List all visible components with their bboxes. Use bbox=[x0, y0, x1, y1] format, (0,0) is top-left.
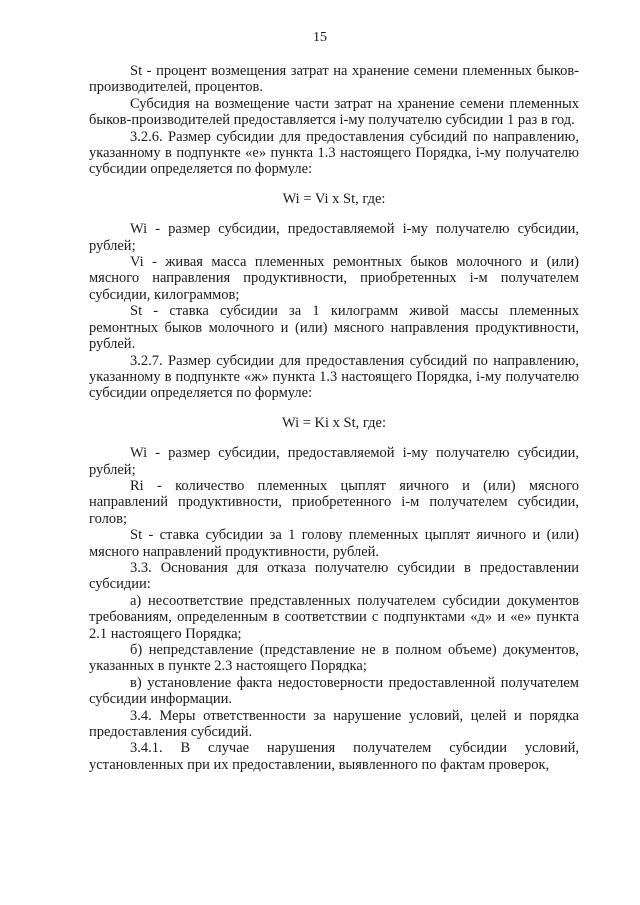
paragraph-3-4-1: 3.4.1. В случае нарушения получателем субсидии условий, установленных при их предоставлении, выявленного по фактам проверок, bbox=[89, 740, 579, 773]
document-body bbox=[89, 63, 579, 773]
paragraph-3-3-c: в) установление факта недостоверности предоставленной получателем субсидии информации. bbox=[89, 674, 579, 708]
paragraph-wi-definition-2: Wi - размер субсидии, предоставляемой i-му получателю субсидии, рублей; bbox=[89, 445, 579, 478]
page-number: 15 bbox=[313, 30, 327, 45]
paragraph-st-rate-per-kg: St - ставка субсидии за 1 килограмм живой массы племенных ремонтных быков молочного и (или) мясного направления продуктивности, рублей. bbox=[89, 303, 579, 353]
formula-wi-vi-st: Wi = Vi x St, где: bbox=[282, 190, 386, 207]
paragraph-vi-definition: Vi - живая масса племенных ремонтных быков молочного и (или) мясного направления продуктивности, приобретенных i-м получателем субсидии, килограммов; bbox=[89, 254, 579, 303]
paragraph-st-rate-per-head: St - ставка субсидии за 1 голову племенных цыплят яичного и (или) мясного направлений продуктивности, рублей. bbox=[89, 527, 579, 560]
paragraph-3-3-b: б) непредставление (представление не в полном объеме) документов, указанных в пункте 2.3 настоящего Порядка; bbox=[89, 642, 579, 675]
paragraph-st-percent-definition: St - процент возмещения затрат на хранение семени племенных быков-производителей, процентов. bbox=[89, 63, 579, 96]
paragraph-ri-definition: Ri - количество племенных цыплят яичного и (или) мясного направлений продуктивности, приобретенного i-м получателем субсидии, голов; bbox=[89, 477, 579, 527]
formula-wi-ki-st: Wi = Ki x St, где: bbox=[282, 414, 386, 431]
paragraph-wi-definition: Wi - размер субсидии, предоставляемой i-му получателю субсидии, рублей; bbox=[89, 221, 579, 254]
paragraph-3-2-7: 3.2.7. Размер субсидии для предоставления субсидий по направлению, указанному в подпункте «ж» пункта 1.3 настоящего Порядка, i-му получателю субсидии определяется по формуле: bbox=[89, 352, 579, 402]
paragraph-3-4: 3.4. Меры ответственности за нарушение условий, целей и порядка предоставления субсидий. bbox=[89, 707, 579, 741]
paragraph-3-2-6: 3.2.6. Размер субсидии для предоставления субсидий по направлению, указанному в подпункте «е» пункта 1.3 настоящего Порядка, i-му получателю субсидии определяется по формуле: bbox=[89, 128, 579, 178]
paragraph-3-3-a: а) несоответствие представленных получателем субсидии документов требованиям, определенным в соответствии с подпунктами «д» и «е» пункта 2.1 настоящего Порядка; bbox=[89, 592, 579, 642]
paragraph-3-3: 3.3. Основания для отказа получателю субсидии в предоставлении субсидии: bbox=[89, 559, 579, 593]
paragraph-subsidy-frequency: Субсидия на возмещение части затрат на хранение семени племенных быков-производителей предоставляется i-му получателю субсидии 1 раз в год. bbox=[89, 95, 579, 129]
